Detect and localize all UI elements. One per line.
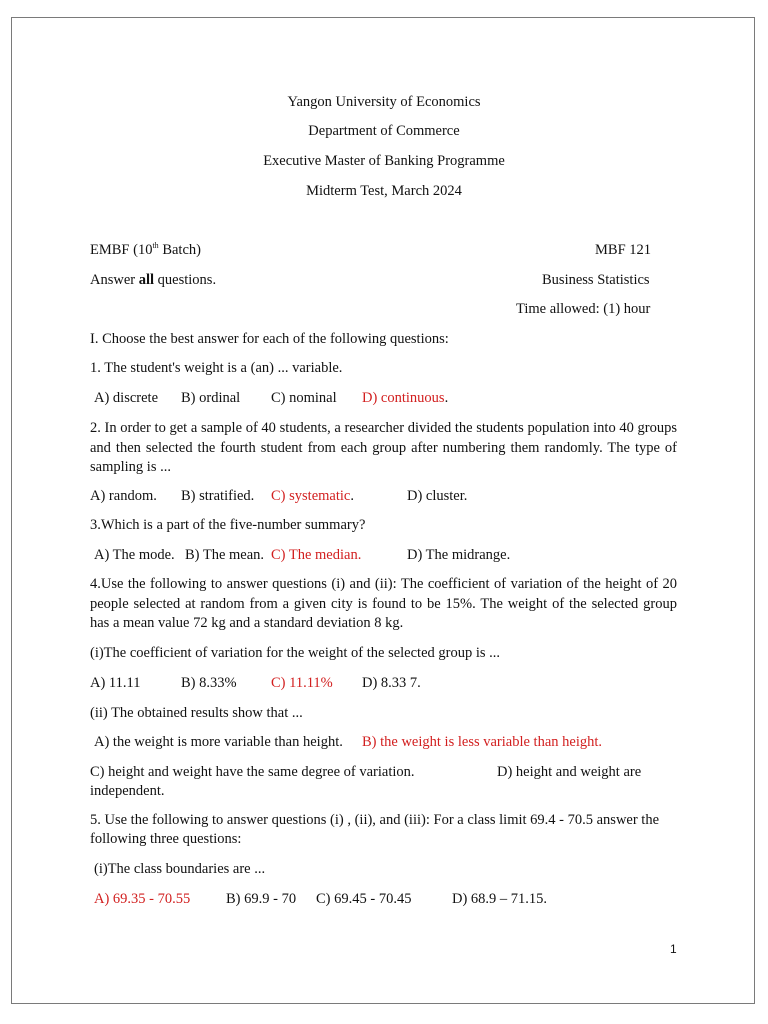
q2-option-a: A) random. [90,488,157,504]
q2-option-c: C) systematic. [271,488,354,504]
q1-option-d: D) continuous. [362,390,449,406]
q4-i-option-b: B) 8.33% [181,675,237,691]
q2-option-d: D) cluster. [407,488,468,504]
university-name: Yangon University of Economics [287,94,481,110]
instruction: Answer all questions. [90,272,217,288]
q4-ii-text: (ii) The obtained results show that ... [90,705,303,721]
q2-option-b: B) stratified. [181,488,255,504]
q1-option-a: A) discrete [94,390,159,406]
q3-option-b: B) The mean. [185,547,265,563]
q4-i-option-d: D) 8.33 7. [362,675,421,691]
q5-i-text: (i)The class boundaries are ... [94,861,266,877]
page-number: 1 [670,942,677,956]
q3-option-a: A) The mode. [94,547,175,563]
q5-i-option-d: D) 68.9 – 71.15. [452,891,548,907]
test-title: Midterm Test, March 2024 [306,183,462,199]
q4-ii-option-a: A) the weight is more variable than height. [94,734,343,750]
q3-option-c: C) The median. [271,547,362,563]
question-2-text: 2. In order to get a sample of 40 students, a researcher divided the students population into 40 groups and then selected the fourth student from each group after numbering them randomly. The type of sampling is ... [90,420,677,475]
q4-ii-option-c: C) height and weight have the same degree of variation. [90,764,415,780]
department-name: Department of Commerce [308,123,460,139]
section-title: I. Choose the best answer for each of the following questions: [90,331,449,347]
q1-option-b: B) ordinal [181,390,241,406]
time-allowed: Time allowed: (1) hour [516,301,651,317]
question-5-text: 5. Use the following to answer questions (i) , (ii), and (iii): For a class limit 69.4 - 70.5 answer the following three questions: [90,812,660,847]
q3-option-d: D) The midrange. [407,547,511,563]
batch-label: EMBF (10th Batch) [90,241,201,258]
question-1-text: 1. The student's weight is a (an) ... variable. [90,360,343,376]
question-3-text: 3.Which is a part of the five-number summary? [90,517,366,533]
batch-sup: th [152,241,159,250]
course-code: MBF 121 [595,242,652,258]
q4-i-text: (i)The coefficient of variation for the weight of the selected group is ... [90,645,501,661]
q4-ii-option-d: D) height and weight are independent. [90,764,642,799]
q4-i-option-c: C) 11.11% [271,675,333,691]
course-name: Business Statistics [542,272,650,288]
q5-i-option-b: B) 69.9 - 70 [226,891,297,907]
q4-i-option-a: A) 11.11 [90,675,141,691]
question-4-text: 4.Use the following to answer questions (i) and (ii): The coefficient of variation of the height of 20 people selected at random from a given city is found to be 15%. The weight of the selected group has a mean value 72 kg and a standard deviation 8 kg. [90,576,677,631]
q4-ii-option-b: B) the weight is less variable than height. [362,734,603,750]
q5-i-option-c: C) 69.45 - 70.45 [316,891,412,907]
programme-name: Executive Master of Banking Programme [263,153,505,169]
q5-i-option-a: A) 69.35 - 70.55 [94,891,191,907]
q1-option-c: C) nominal [271,390,337,406]
